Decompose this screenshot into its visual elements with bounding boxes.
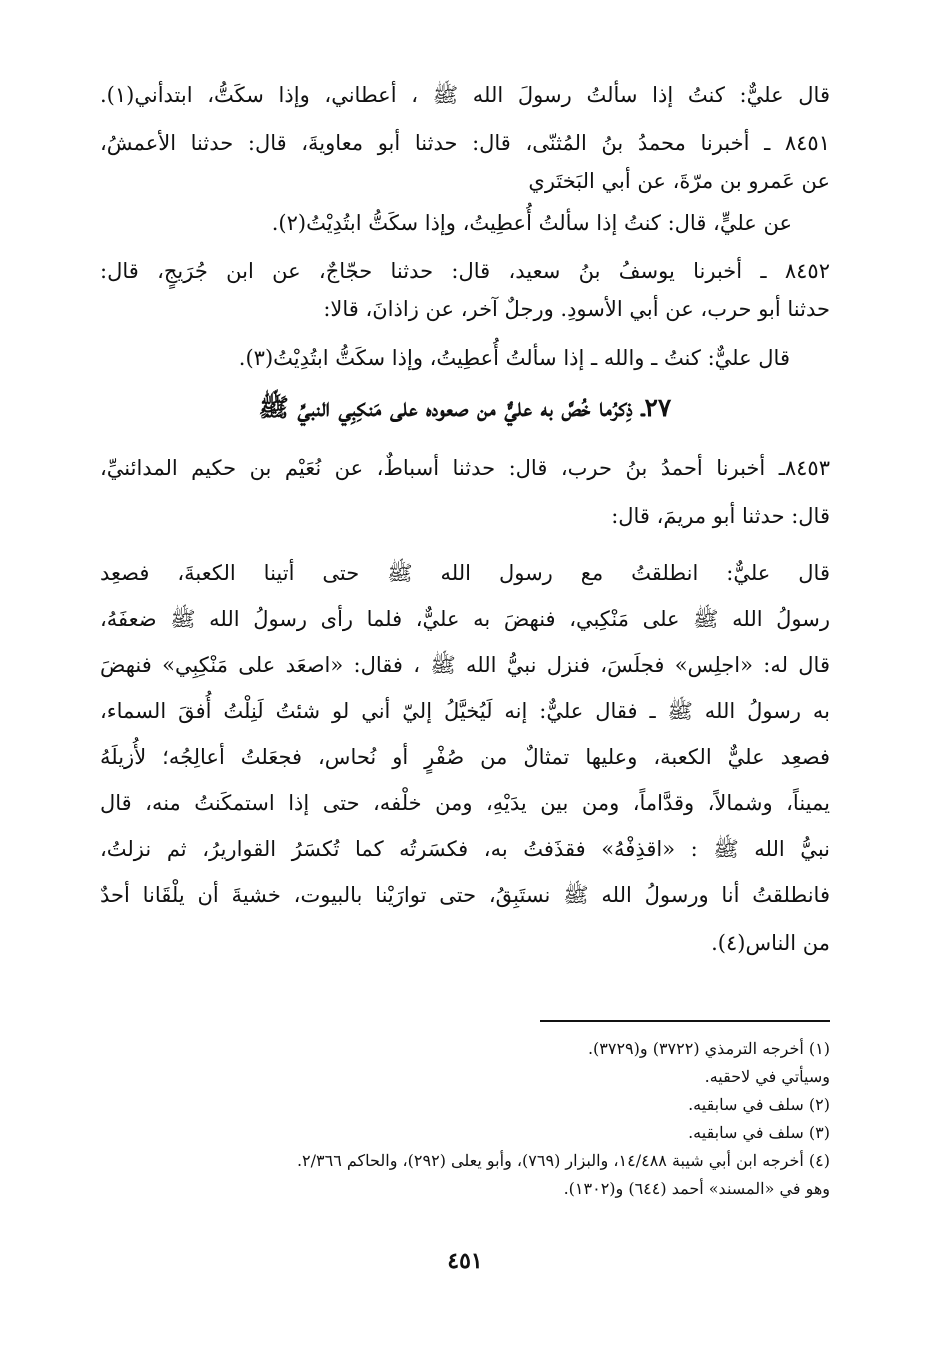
footnote: (٢) سلف في سابقيه. — [688, 1095, 830, 1114]
footnote: وسيأتي في لاحقيه. — [704, 1067, 830, 1086]
text-line: عن عليٍّ، قال: كنتُ إذا سألتُ أُعطِيتُ، وإذا سكَتُّ ابتُدِيْتُ(٢). — [271, 211, 792, 235]
hadith-line: ٨٤٥١ ـ أخبرنا محمدُ بنُ المُثنّى، قال: حدثنا أبو معاويةَ، قال: حدثنا الأعمشُ، — [100, 131, 830, 155]
text-line: فصعِد عليٌّ الكعبة، وعليها تمثالٌ من صُفْرٍ أو نُحاس، فجعَلتُ أعالِجُه؛ لأُزيلَهُ — [100, 745, 830, 769]
page-number: ٤٥١ — [447, 1248, 483, 1274]
text-line: قال عليٌّ: كنتُ ـ والله ـ إذا سألتُ أُعطِيتُ، وإذا سكَتُّ ابتُدِيْتُ(٣). — [238, 346, 790, 370]
footnote: وهو في «المسند» أحمد (٦٤٤) و(١٣٠٢). — [563, 1179, 830, 1198]
text-line: قال له: «اجلِس» فجلَسَ، فنزل نبيُّ الله ﷺ ، فقال: «اصعَد على مَنْكِبِي» فنهضَ — [100, 653, 830, 677]
text-line: قال عليٌّ: انطلقتُ مع رسول الله ﷺ حتى أتينا الكعبةَ، فصعِد — [100, 561, 830, 585]
footnote-divider — [540, 1020, 830, 1022]
hadith-line: ٨٤٥٣ـ أخبرنا أحمدُ بنُ حرب، قال: حدثنا أسباطٌ، عن نُعَيْم بن حكيم المدائنيِّ، — [100, 456, 830, 480]
footnote: (١) أخرجه الترمذي (٣٧٢٢) و(٣٧٢٩). — [587, 1039, 830, 1058]
text-line: من الناس(٤). — [711, 931, 830, 955]
text-line: رسولُ الله ﷺ على مَنْكِبي، فنهضَ به عليٌّ، فلما رأى رسولُ الله ﷺ ضعفَهُ، — [100, 607, 830, 631]
footnote: (٤) أخرجه ابن أبي شيبة ١٤/٤٨٨، والبزار (٧٦٩)، وأبو يعلى (٢٩٢)، والحاكم ٢/٣٦٦. — [296, 1151, 830, 1170]
footnote: (٣) سلف في سابقيه. — [688, 1123, 830, 1142]
text-line: قال عليٌّ: كنتُ إذا سألتُ رسولَ الله ﷺ ، أعطاني، وإذا سكَتُّ، ابتدأني(١). — [100, 83, 830, 107]
text-line: حدثنا أبو حرب، عن أبي الأسودِ. ورجلٌ آخر، عن زاذانَ، قالا: — [323, 297, 830, 321]
text-line: يميناً، وشمالاً، وقدَّاماً، ومن بين يدَيْهِ، ومن خلْفه، حتى إذا استمكَنتُ منه، قال — [100, 791, 830, 815]
book-page — [100, 58, 830, 1318]
text-line: نبيُّ الله ﷺ : «اقذِفْهُ» فقذَفتُ به، فكسَرتُه كما تُكسَرُ القواريرُ، ثم نزلتُ، — [100, 837, 830, 861]
chapter-heading: ٢٧ـ ذِكرُما خُصَّ به عليٌّ من صعوده على مَنكِبِي النبيِّ ﷺ — [258, 393, 672, 422]
text-line: قال: حدثنا أبو مريمَ، قال: — [611, 504, 830, 528]
text-line: عن عَمرو بن مرّةَ، عن أبي البَختَري — [528, 169, 830, 193]
text-line: فانطلقتُ أنا ورسولُ الله ﷺ نستَبِقُ، حتى توارَيْنا بالبيوت، خشيةَ أن يلْقَانا أحدٌ — [100, 883, 830, 907]
text-line: به رسولُ الله ﷺ ـ فقال عليٌّ: إنه لَيُخيَّلُ إليّ أني لو شئتُ لَنِلْتُ أُفقَ السماء، — [100, 699, 830, 723]
hadith-line: ٨٤٥٢ ـ أخبرنا يوسفُ بنُ سعيد، قال: حدثنا حجّاجٌ، عن ابن جُرَيجٍ، قال: — [100, 259, 830, 283]
